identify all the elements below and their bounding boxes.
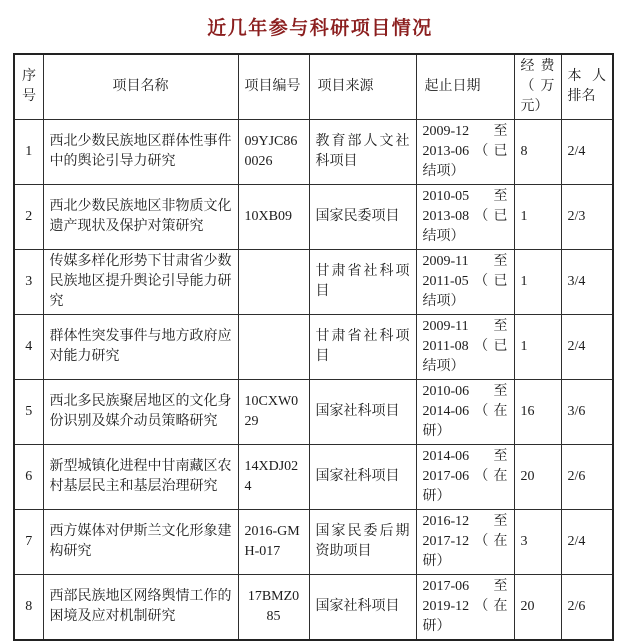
cell-rank: 3/4 bbox=[561, 250, 613, 315]
cell-name: 传媒多样化形势下甘肃省少数民族地区提升舆论引导能力研究 bbox=[43, 250, 238, 315]
cell-code: 10XB09 bbox=[238, 185, 309, 250]
cell-rank: 3/6 bbox=[561, 380, 613, 445]
cell-seq: 7 bbox=[14, 510, 43, 575]
header-source: 项目来源 bbox=[309, 54, 416, 120]
cell-code: 09YJC860026 bbox=[238, 120, 309, 185]
cell-fund: 1 bbox=[514, 315, 561, 380]
cell-source: 国家社科项目 bbox=[309, 575, 416, 641]
cell-seq: 4 bbox=[14, 315, 43, 380]
cell-period: 2009-11 至 2011-05（已结项） bbox=[416, 250, 514, 315]
cell-fund: 20 bbox=[514, 575, 561, 641]
cell-period: 2010-06 至 2014-06（在研） bbox=[416, 380, 514, 445]
table-row bbox=[14, 510, 613, 575]
cell-name: 西部民族地区网络舆情工作的困境及应对机制研究 bbox=[43, 575, 238, 641]
cell-seq: 5 bbox=[14, 380, 43, 445]
cell-fund: 1 bbox=[514, 250, 561, 315]
header-code: 项目编号 bbox=[238, 54, 309, 120]
cell-name: 新型城镇化进程中甘南藏区农村基层民主和基层治理研究 bbox=[43, 445, 238, 510]
cell-rank: 2/4 bbox=[561, 120, 613, 185]
cell-code: 17BMZ085 bbox=[238, 575, 309, 641]
cell-fund: 20 bbox=[514, 445, 561, 510]
table-row bbox=[14, 315, 613, 380]
cell-fund: 3 bbox=[514, 510, 561, 575]
cell-rank: 2/3 bbox=[561, 185, 613, 250]
cell-period: 2017-06 至 2019-12（在研） bbox=[416, 575, 514, 641]
cell-code: 10CXW029 bbox=[238, 380, 309, 445]
table-row bbox=[14, 575, 613, 641]
cell-fund: 1 bbox=[514, 185, 561, 250]
cell-fund: 8 bbox=[514, 120, 561, 185]
table-body bbox=[14, 120, 613, 641]
cell-period: 2016-12 至 2017-12（在研） bbox=[416, 510, 514, 575]
table-row bbox=[14, 250, 613, 315]
cell-source: 教育部人文社科项目 bbox=[309, 120, 416, 185]
cell-rank: 2/4 bbox=[561, 315, 613, 380]
table-row bbox=[14, 185, 613, 250]
cell-period: 2009-11 至 2011-08（已结项） bbox=[416, 315, 514, 380]
cell-source: 国家社科项目 bbox=[309, 380, 416, 445]
table-row bbox=[14, 445, 613, 510]
cell-period: 2010-05 至 2013-08（已结项） bbox=[416, 185, 514, 250]
cell-seq: 6 bbox=[14, 445, 43, 510]
cell-name: 西北少数民族地区群体性事件中的舆论引导力研究 bbox=[43, 120, 238, 185]
cell-period: 2009-12 至 2013-06（已结项） bbox=[416, 120, 514, 185]
header-row bbox=[14, 54, 613, 120]
cell-seq: 3 bbox=[14, 250, 43, 315]
header-period: 起止日期 bbox=[416, 54, 514, 120]
cell-source: 国家社科项目 bbox=[309, 445, 416, 510]
header-fund: 经费（万元） bbox=[514, 54, 561, 120]
header-rank: 本人排名 bbox=[561, 54, 613, 120]
table-row bbox=[14, 380, 613, 445]
cell-source: 甘肃省社科项目 bbox=[309, 315, 416, 380]
cell-period: 2014-06 至 2017-06（在研） bbox=[416, 445, 514, 510]
cell-rank: 2/4 bbox=[561, 510, 613, 575]
table-row bbox=[14, 120, 613, 185]
cell-source: 甘肃省社科项目 bbox=[309, 250, 416, 315]
cell-code: 2016-GMH-017 bbox=[238, 510, 309, 575]
cell-source: 国家民委后期资助项目 bbox=[309, 510, 416, 575]
projects-table bbox=[13, 53, 614, 641]
cell-seq: 2 bbox=[14, 185, 43, 250]
cell-rank: 2/6 bbox=[561, 445, 613, 510]
cell-name: 西北多民族聚居地区的文化身份识别及媒介动员策略研究 bbox=[43, 380, 238, 445]
header-name: 项目名称 bbox=[43, 54, 238, 120]
cell-name: 西方媒体对伊斯兰文化形象建构研究 bbox=[43, 510, 238, 575]
page-title: 近几年参与科研项目情况 bbox=[207, 18, 433, 39]
cell-code: 14XDJ024 bbox=[238, 445, 309, 510]
cell-name: 群体性突发事件与地方政府应对能力研究 bbox=[43, 315, 238, 380]
cell-seq: 8 bbox=[14, 575, 43, 641]
cell-source: 国家民委项目 bbox=[309, 185, 416, 250]
cell-code bbox=[238, 315, 309, 380]
cell-fund: 16 bbox=[514, 380, 561, 445]
header-seq: 序号 bbox=[14, 54, 43, 120]
cell-name: 西北少数民族地区非物质文化遗产现状及保护对策研究 bbox=[43, 185, 238, 250]
cell-code bbox=[238, 250, 309, 315]
cell-rank: 2/6 bbox=[561, 575, 613, 641]
cell-seq: 1 bbox=[14, 120, 43, 185]
table-header bbox=[14, 54, 613, 120]
